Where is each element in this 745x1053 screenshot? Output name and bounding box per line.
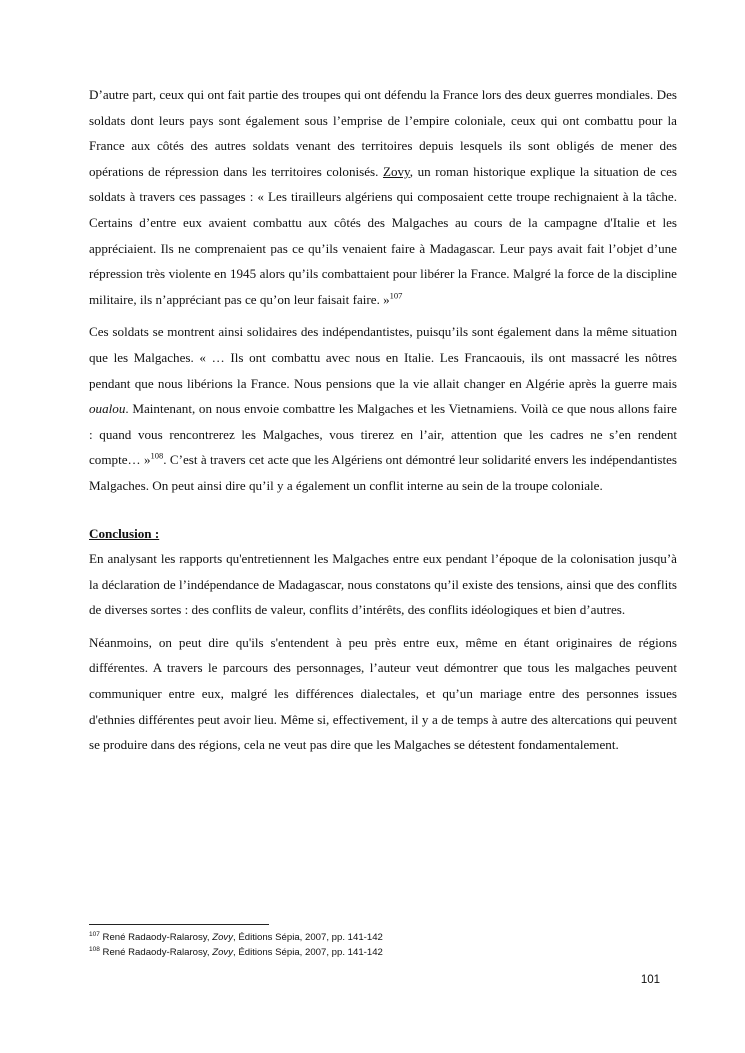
- book-title-zovy: Zovy: [382, 163, 410, 179]
- conclusion-heading: Conclusion :: [89, 525, 160, 541]
- paragraph-1: [89, 82, 677, 312]
- page-number: 101: [640, 974, 660, 986]
- paragraph-2-text-a: Ces soldats se montrent ainsi solidaires des indépendantistes, puisqu’ils sont également dans la même situation que les Malgaches. « … Ils ont combattu avec nous en Italie. Les Francaouis, ils ont massacré les nôtres pendant que nous libérions la France. Nous pensions que la vie allait changer en Algérie après la guerre mais: [89, 324, 677, 391]
- footnote-text-before: René Radaody-Ralarosy,: [99, 947, 213, 958]
- footnote-text-before: René Radaody-Ralarosy,: [99, 932, 213, 943]
- footnote-text-after: , Éditions Sépia, 2007, pp. 141-142: [233, 947, 383, 958]
- footnote-italic-title: Zovy: [212, 932, 233, 943]
- footnote-italic-title: Zovy: [212, 947, 233, 958]
- footnote-107: [89, 930, 677, 945]
- footnote-separator: [89, 924, 269, 925]
- paragraph-4: Néanmoins, on peut dire qu'ils s'entendent à peu près entre eux, même en étant originaires de régions différentes. A travers le parcours des personnages, l’auteur veut démontrer que tous les malgaches peuvent communiquer entre eux, malgré les différences dialectales, et qu’un mariage entre des personnes issues d'ethnies différentes peut avoir lieu. Même si, effectivement, il y a de temps à autre des altercations qui peuvent se produire dans des régions, cela ne veut pas dire que les Malgaches se détestent fondamentalement.: [89, 634, 677, 753]
- paragraph-2-text-c: . C’est à travers cet acte que les Algériens ont démontré leur solidarité envers les indépendantistes Malgaches. On peut ainsi dire qu’il y a également un conflit interne au sein de la troupe coloniale.: [89, 452, 677, 493]
- footnote-ref-107: 107: [389, 290, 403, 301]
- paragraph-2: [89, 319, 677, 498]
- page-body: [89, 82, 677, 758]
- footnotes: [89, 930, 677, 960]
- paragraph-1-text-b: , un roman historique explique la situation de ces soldats à travers ces passages : « Les tirailleurs algériens qui composaient cette troupe rechignaient à la tâche. Certains d’entre eux avaient combattu aux côtés des Malgaches au cours de la campagne d'Italie et les appréciaient. Ils ne comprenaient pas ce qu’ils venaient faire à Madagascar. Leur pays avait fait l’objet d’une répression très violente en 1945 alors qu’ils combattaient pour libérer la France. Malgré la force de la discipline militaire, ils n’appréciant pas ce qu’on leur faisait faire. »: [89, 163, 677, 307]
- footnote-108: [89, 945, 677, 960]
- footnote-number: 107: [89, 930, 100, 938]
- footnote-ref-108: 108: [150, 450, 164, 461]
- paragraph-1-text-a: D’autre part, ceux qui ont fait partie des troupes qui ont défendu la France lors des deux guerres mondiales. Des soldats dont leurs pays sont également sous l’emprise de l’empire coloniale, ceux qui ont combattu pour la France aux côtés des autres soldats venant des territoires depuis lesquels ils sont obligés de mener des opérations de répression dans les territoires colonisés.: [89, 87, 677, 179]
- footnote-number: 108: [89, 945, 100, 953]
- paragraph-3: En analysant les rapports qu'entretiennent les Malgaches entre eux pendant l’époque de la colonisation jusqu’à la déclaration de l’indépendance de Madagascar, nous constatons qu’il existe des tensions, ainsi que des conflits de diverses sortes : des conflits de valeur, conflits d’intérêts, des conflits idéologiques et bien d’autres.: [89, 551, 677, 618]
- footnote-text-after: , Éditions Sépia, 2007, pp. 141-142: [233, 932, 383, 943]
- paragraph-2-text-b: . Maintenant, on nous envoie combattre les Malgaches et les Vietnamiens. Voilà ce que nous allons faire : quand vous rencontrerez les Malgaches, vous tirerez en l’air, attention que les cadres ne s’en rendent compte… »: [89, 401, 677, 468]
- italic-word-oualou: oualou: [89, 401, 126, 417]
